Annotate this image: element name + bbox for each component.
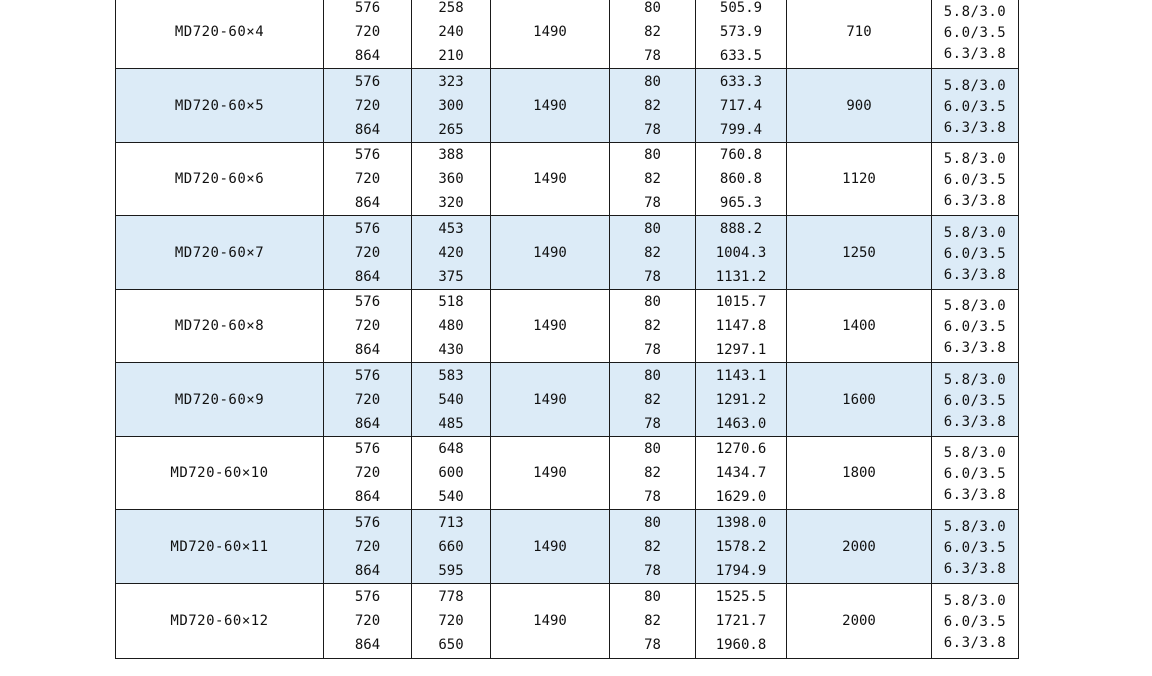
flow-value: 864 bbox=[354, 342, 381, 358]
flow-cell bbox=[324, 584, 412, 659]
flow-cell bbox=[324, 69, 412, 143]
head-value: 648 bbox=[438, 441, 464, 457]
head-value: 430 bbox=[438, 342, 464, 358]
voltage-stack bbox=[932, 290, 1018, 362]
flow-value: 720 bbox=[354, 465, 381, 481]
efficiency-cell bbox=[610, 437, 696, 510]
flow-value: 864 bbox=[354, 268, 381, 285]
head-value: 240 bbox=[438, 24, 464, 40]
model-cell: MD720-60×4 bbox=[116, 0, 324, 69]
flow-cell bbox=[324, 510, 412, 584]
model-cell: MD720-60×7 bbox=[116, 216, 324, 290]
shaft-power-value: 1434.7 bbox=[715, 465, 767, 481]
shaft-power-value: 860.8 bbox=[719, 171, 763, 187]
model-cell: MD720-60×11 bbox=[116, 510, 324, 584]
efficiency-value: 78 bbox=[644, 268, 661, 285]
efficiency-stack bbox=[610, 511, 695, 583]
head-value: 720 bbox=[438, 613, 464, 629]
flow-value: 720 bbox=[354, 24, 381, 40]
flow-value: 864 bbox=[354, 48, 381, 64]
shaft-power-value: 965.3 bbox=[719, 195, 763, 211]
voltage-value: 5.8/3.0 bbox=[943, 371, 1007, 388]
efficiency-value: 78 bbox=[644, 637, 661, 653]
voltage-value: 6.0/3.5 bbox=[943, 614, 1007, 630]
model-cell: MD720-60×6 bbox=[116, 143, 324, 216]
shaft-power-value: 1629.0 bbox=[715, 489, 767, 505]
voltage-value: 6.3/3.8 bbox=[943, 193, 1007, 209]
flow-stack bbox=[324, 290, 411, 362]
flow-cell bbox=[324, 216, 412, 290]
shaft-power-value: 1960.8 bbox=[715, 637, 767, 653]
flow-value: 576 bbox=[354, 294, 381, 310]
head-value: 388 bbox=[438, 147, 464, 163]
head-value: 420 bbox=[438, 244, 464, 261]
head-value: 600 bbox=[438, 465, 464, 481]
shaft-power-value: 799.4 bbox=[719, 121, 763, 138]
efficiency-value: 80 bbox=[644, 294, 661, 310]
efficiency-value: 80 bbox=[644, 147, 661, 163]
head-value: 713 bbox=[438, 514, 464, 531]
head-cell bbox=[412, 437, 491, 510]
head-value: 540 bbox=[438, 391, 464, 408]
speed-cell: 1490 bbox=[491, 69, 610, 143]
head-cell bbox=[412, 143, 491, 216]
shaft-power-value: 1143.1 bbox=[715, 367, 767, 384]
flow-value: 576 bbox=[354, 367, 381, 384]
voltage-cell bbox=[932, 290, 1019, 363]
voltage-stack bbox=[932, 585, 1018, 657]
efficiency-value: 82 bbox=[644, 244, 661, 261]
table-row bbox=[116, 437, 1019, 510]
model-cell: MD720-60×5 bbox=[116, 69, 324, 143]
table-body bbox=[116, 0, 1019, 659]
shaft-power-stack bbox=[696, 217, 786, 289]
efficiency-value: 82 bbox=[644, 171, 661, 187]
head-value: 485 bbox=[438, 415, 464, 432]
table-row bbox=[116, 0, 1019, 69]
voltage-value: 6.0/3.5 bbox=[943, 98, 1007, 115]
efficiency-stack bbox=[610, 217, 695, 289]
shaft-power-value: 1270.6 bbox=[715, 441, 767, 457]
flow-value: 576 bbox=[354, 73, 381, 90]
voltage-value: 6.0/3.5 bbox=[943, 392, 1007, 409]
shaft-power-value: 1525.5 bbox=[715, 589, 767, 605]
speed-cell: 1490 bbox=[491, 584, 610, 659]
efficiency-value: 82 bbox=[644, 318, 661, 334]
voltage-stack bbox=[932, 364, 1018, 436]
efficiency-value: 82 bbox=[644, 97, 661, 114]
voltage-cell bbox=[932, 216, 1019, 290]
flow-stack bbox=[324, 70, 411, 142]
table-row bbox=[116, 363, 1019, 437]
shaft-power-stack bbox=[696, 585, 786, 657]
shaft-power-stack bbox=[696, 511, 786, 583]
shaft-power-cell bbox=[696, 143, 787, 216]
voltage-cell bbox=[932, 510, 1019, 584]
shaft-power-value: 1463.0 bbox=[715, 415, 767, 432]
voltage-value: 6.0/3.5 bbox=[943, 466, 1007, 482]
flow-value: 576 bbox=[354, 0, 381, 16]
flow-stack bbox=[324, 437, 411, 509]
head-value: 778 bbox=[438, 589, 464, 605]
head-value: 210 bbox=[438, 48, 464, 64]
efficiency-value: 78 bbox=[644, 415, 661, 432]
voltage-cell bbox=[932, 69, 1019, 143]
efficiency-value: 82 bbox=[644, 24, 661, 40]
motor-power-cell: 1400 bbox=[787, 290, 932, 363]
head-stack bbox=[412, 437, 490, 509]
voltage-value: 6.3/3.8 bbox=[943, 487, 1007, 503]
voltage-value: 5.8/3.0 bbox=[943, 518, 1007, 535]
voltage-stack bbox=[932, 437, 1018, 509]
flow-value: 864 bbox=[354, 415, 381, 432]
speed-cell: 1490 bbox=[491, 0, 610, 69]
speed-cell: 1490 bbox=[491, 510, 610, 584]
model-cell: MD720-60×9 bbox=[116, 363, 324, 437]
shaft-power-value: 573.9 bbox=[719, 24, 763, 40]
flow-cell bbox=[324, 0, 412, 69]
shaft-power-stack bbox=[696, 290, 786, 362]
head-value: 540 bbox=[438, 489, 464, 505]
head-stack bbox=[412, 70, 490, 142]
speed-cell: 1490 bbox=[491, 437, 610, 510]
head-value: 320 bbox=[438, 195, 464, 211]
head-cell bbox=[412, 0, 491, 69]
head-stack bbox=[412, 290, 490, 362]
shaft-power-stack bbox=[696, 143, 786, 215]
head-cell bbox=[412, 290, 491, 363]
voltage-value: 6.0/3.5 bbox=[943, 25, 1007, 41]
shaft-power-cell bbox=[696, 437, 787, 510]
head-stack bbox=[412, 511, 490, 583]
motor-power-cell: 710 bbox=[787, 0, 932, 69]
efficiency-cell bbox=[610, 363, 696, 437]
table-row bbox=[116, 510, 1019, 584]
shaft-power-stack bbox=[696, 0, 786, 68]
head-cell bbox=[412, 584, 491, 659]
model-cell: MD720-60×8 bbox=[116, 290, 324, 363]
head-cell bbox=[412, 510, 491, 584]
efficiency-cell bbox=[610, 216, 696, 290]
shaft-power-value: 1721.7 bbox=[715, 613, 767, 629]
voltage-value: 6.0/3.5 bbox=[943, 539, 1007, 556]
head-value: 453 bbox=[438, 220, 464, 237]
motor-power-cell: 900 bbox=[787, 69, 932, 143]
table-row bbox=[116, 143, 1019, 216]
shaft-power-value: 1578.2 bbox=[715, 538, 767, 555]
shaft-power-cell bbox=[696, 216, 787, 290]
voltage-value: 6.0/3.5 bbox=[943, 319, 1007, 335]
flow-value: 576 bbox=[354, 589, 381, 605]
flow-value: 720 bbox=[354, 244, 381, 261]
speed-cell: 1490 bbox=[491, 216, 610, 290]
shaft-power-value: 1794.9 bbox=[715, 562, 767, 579]
motor-power-cell: 2000 bbox=[787, 510, 932, 584]
flow-value: 576 bbox=[354, 514, 381, 531]
head-value: 595 bbox=[438, 562, 464, 579]
voltage-value: 5.8/3.0 bbox=[943, 298, 1007, 314]
speed-cell: 1490 bbox=[491, 290, 610, 363]
table-row bbox=[116, 69, 1019, 143]
efficiency-cell bbox=[610, 290, 696, 363]
head-value: 375 bbox=[438, 268, 464, 285]
efficiency-value: 78 bbox=[644, 562, 661, 579]
head-value: 583 bbox=[438, 367, 464, 384]
flow-value: 720 bbox=[354, 171, 381, 187]
motor-power-cell: 1250 bbox=[787, 216, 932, 290]
flow-value: 720 bbox=[354, 391, 381, 408]
flow-cell bbox=[324, 143, 412, 216]
motor-power-cell: 1600 bbox=[787, 363, 932, 437]
shaft-power-cell bbox=[696, 290, 787, 363]
flow-cell bbox=[324, 437, 412, 510]
shaft-power-value: 1015.7 bbox=[715, 294, 767, 310]
efficiency-stack bbox=[610, 437, 695, 509]
shaft-power-value: 1147.8 bbox=[715, 318, 767, 334]
shaft-power-value: 1398.0 bbox=[715, 514, 767, 531]
efficiency-cell bbox=[610, 510, 696, 584]
model-cell: MD720-60×12 bbox=[116, 584, 324, 659]
efficiency-value: 78 bbox=[644, 121, 661, 138]
shaft-power-cell bbox=[696, 363, 787, 437]
efficiency-stack bbox=[610, 70, 695, 142]
motor-power-cell: 1120 bbox=[787, 143, 932, 216]
flow-stack bbox=[324, 0, 411, 68]
table-row bbox=[116, 584, 1019, 659]
efficiency-value: 82 bbox=[644, 465, 661, 481]
shaft-power-stack bbox=[696, 70, 786, 142]
efficiency-value: 80 bbox=[644, 514, 661, 531]
head-value: 258 bbox=[438, 0, 464, 16]
efficiency-stack bbox=[610, 585, 695, 657]
motor-power-cell: 1800 bbox=[787, 437, 932, 510]
flow-value: 720 bbox=[354, 538, 381, 555]
voltage-value: 6.0/3.5 bbox=[943, 245, 1007, 262]
voltage-stack bbox=[932, 70, 1018, 142]
efficiency-stack bbox=[610, 290, 695, 362]
flow-value: 864 bbox=[354, 121, 381, 138]
voltage-value: 6.3/3.8 bbox=[943, 266, 1007, 283]
efficiency-value: 80 bbox=[644, 73, 661, 90]
flow-value: 576 bbox=[354, 220, 381, 237]
shaft-power-value: 633.3 bbox=[719, 73, 763, 90]
voltage-value: 6.0/3.5 bbox=[943, 172, 1007, 188]
flow-value: 720 bbox=[354, 613, 381, 629]
efficiency-stack bbox=[610, 143, 695, 215]
shaft-power-stack bbox=[696, 364, 786, 436]
voltage-value: 5.8/3.0 bbox=[943, 151, 1007, 167]
voltage-value: 6.3/3.8 bbox=[943, 46, 1007, 62]
shaft-power-cell bbox=[696, 584, 787, 659]
efficiency-value: 78 bbox=[644, 489, 661, 505]
voltage-value: 5.8/3.0 bbox=[943, 4, 1007, 20]
efficiency-cell bbox=[610, 0, 696, 69]
voltage-stack bbox=[932, 0, 1018, 68]
shaft-power-cell bbox=[696, 0, 787, 69]
flow-value: 864 bbox=[354, 562, 381, 579]
efficiency-cell bbox=[610, 584, 696, 659]
shaft-power-value: 1004.3 bbox=[715, 244, 767, 261]
table-row bbox=[116, 290, 1019, 363]
head-value: 300 bbox=[438, 97, 464, 114]
efficiency-value: 80 bbox=[644, 367, 661, 384]
voltage-value: 6.3/3.8 bbox=[943, 560, 1007, 577]
head-value: 650 bbox=[438, 637, 464, 653]
pump-spec-table bbox=[115, 0, 1019, 659]
voltage-cell bbox=[932, 437, 1019, 510]
voltage-value: 5.8/3.0 bbox=[943, 77, 1007, 94]
efficiency-value: 82 bbox=[644, 391, 661, 408]
voltage-cell bbox=[932, 0, 1019, 69]
voltage-value: 6.3/3.8 bbox=[943, 119, 1007, 136]
shaft-power-value: 1297.1 bbox=[715, 342, 767, 358]
head-cell bbox=[412, 69, 491, 143]
shaft-power-value: 1291.2 bbox=[715, 391, 767, 408]
voltage-value: 5.8/3.0 bbox=[943, 593, 1007, 609]
shaft-power-cell bbox=[696, 69, 787, 143]
voltage-cell bbox=[932, 363, 1019, 437]
efficiency-value: 80 bbox=[644, 220, 661, 237]
voltage-value: 6.3/3.8 bbox=[943, 413, 1007, 430]
head-stack bbox=[412, 217, 490, 289]
efficiency-stack bbox=[610, 364, 695, 436]
efficiency-value: 80 bbox=[644, 0, 661, 16]
shaft-power-value: 633.5 bbox=[719, 48, 763, 64]
efficiency-cell bbox=[610, 143, 696, 216]
voltage-stack bbox=[932, 217, 1018, 289]
model-cell: MD720-60×10 bbox=[116, 437, 324, 510]
head-value: 518 bbox=[438, 294, 464, 310]
flow-value: 720 bbox=[354, 97, 381, 114]
voltage-stack bbox=[932, 511, 1018, 583]
voltage-value: 6.3/3.8 bbox=[943, 340, 1007, 356]
head-stack bbox=[412, 143, 490, 215]
head-value: 660 bbox=[438, 538, 464, 555]
flow-value: 864 bbox=[354, 195, 381, 211]
voltage-cell bbox=[932, 584, 1019, 659]
flow-value: 576 bbox=[354, 441, 381, 457]
flow-value: 864 bbox=[354, 637, 381, 653]
efficiency-stack bbox=[610, 0, 695, 68]
table-row bbox=[116, 216, 1019, 290]
efficiency-value: 78 bbox=[644, 342, 661, 358]
efficiency-value: 78 bbox=[644, 195, 661, 211]
head-value: 265 bbox=[438, 121, 464, 138]
speed-cell: 1490 bbox=[491, 363, 610, 437]
flow-value: 864 bbox=[354, 489, 381, 505]
efficiency-value: 80 bbox=[644, 441, 661, 457]
head-value: 480 bbox=[438, 318, 464, 334]
efficiency-cell bbox=[610, 69, 696, 143]
head-value: 360 bbox=[438, 171, 464, 187]
flow-stack bbox=[324, 217, 411, 289]
flow-cell bbox=[324, 290, 412, 363]
motor-power-cell: 2000 bbox=[787, 584, 932, 659]
speed-cell: 1490 bbox=[491, 143, 610, 216]
flow-stack bbox=[324, 585, 411, 657]
shaft-power-stack bbox=[696, 437, 786, 509]
voltage-value: 6.3/3.8 bbox=[943, 635, 1007, 651]
head-stack bbox=[412, 585, 490, 657]
voltage-cell bbox=[932, 143, 1019, 216]
efficiency-value: 78 bbox=[644, 48, 661, 64]
flow-stack bbox=[324, 364, 411, 436]
shaft-power-value: 505.9 bbox=[719, 0, 763, 16]
voltage-value: 5.8/3.0 bbox=[943, 224, 1007, 241]
efficiency-value: 80 bbox=[644, 589, 661, 605]
shaft-power-cell bbox=[696, 510, 787, 584]
head-stack bbox=[412, 0, 490, 68]
shaft-power-value: 760.8 bbox=[719, 147, 763, 163]
shaft-power-value: 1131.2 bbox=[715, 268, 767, 285]
flow-stack bbox=[324, 143, 411, 215]
efficiency-value: 82 bbox=[644, 538, 661, 555]
flow-value: 720 bbox=[354, 318, 381, 334]
head-stack bbox=[412, 364, 490, 436]
head-cell bbox=[412, 363, 491, 437]
voltage-stack bbox=[932, 143, 1018, 215]
flow-stack bbox=[324, 511, 411, 583]
efficiency-value: 82 bbox=[644, 613, 661, 629]
flow-value: 576 bbox=[354, 147, 381, 163]
flow-cell bbox=[324, 363, 412, 437]
shaft-power-value: 888.2 bbox=[719, 220, 763, 237]
voltage-value: 5.8/3.0 bbox=[943, 445, 1007, 461]
head-cell bbox=[412, 216, 491, 290]
head-value: 323 bbox=[438, 73, 464, 90]
shaft-power-value: 717.4 bbox=[719, 97, 763, 114]
